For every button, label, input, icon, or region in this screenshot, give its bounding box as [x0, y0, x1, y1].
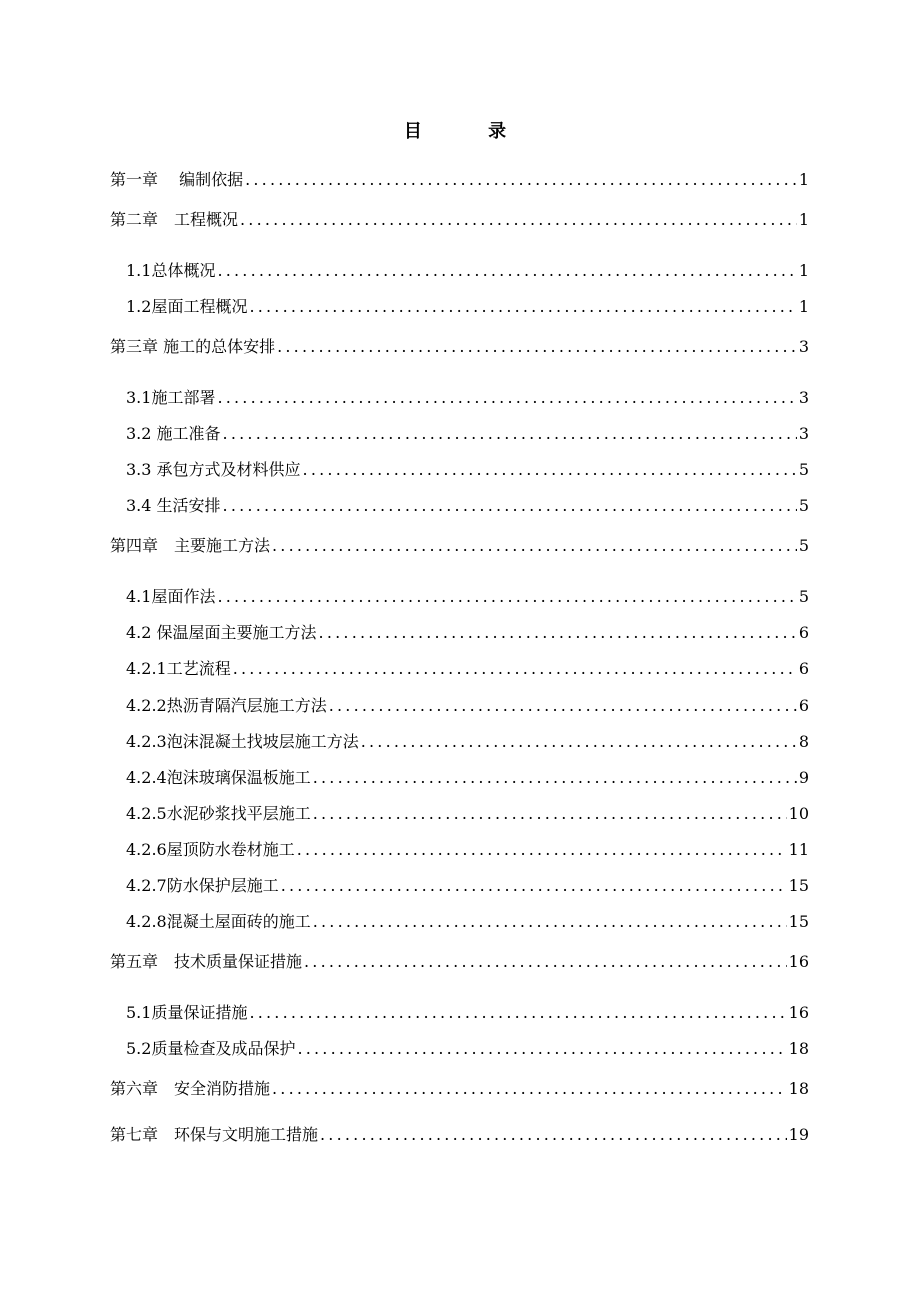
toc-page-number: 6 [798, 696, 809, 715]
toc-entry-label: 第一章 编制依据 [110, 170, 244, 189]
toc-section-entry[interactable] [126, 420, 809, 444]
toc-page-number: 3 [798, 388, 809, 407]
toc-leader-dots [329, 696, 797, 716]
toc-entry-label: 第六章 安全消防措施 [110, 1079, 271, 1098]
toc-entry-label: 4.2.7防水保护层施工 [126, 876, 279, 895]
toc-page-number: 5 [798, 460, 809, 479]
toc-page-number: 5 [798, 496, 809, 515]
toc-entry-label: 第五章 技术质量保证措施 [110, 952, 303, 971]
toc-entry-label: 4.2.1工艺流程 [126, 659, 231, 678]
toc-leader-dots [303, 460, 797, 480]
toc-title: 目 录 [403, 121, 537, 142]
toc-entry-label: 3.4 生活安排 [126, 496, 221, 515]
toc-page-number: 16 [788, 952, 809, 971]
toc-leader-dots [297, 1039, 786, 1059]
toc-page-number: 16 [788, 1003, 809, 1022]
toc-leader-dots [313, 804, 787, 824]
toc-leader-dots [233, 659, 797, 679]
toc-section-entry[interactable] [126, 836, 809, 860]
toc-chapter-entry[interactable] [110, 333, 809, 357]
toc-section-entry[interactable] [126, 456, 809, 480]
toc-chapter-entry[interactable] [110, 166, 809, 190]
toc-leader-dots [217, 388, 796, 408]
toc-entry-label: 5.1质量保证措施 [126, 1003, 248, 1022]
toc-page-number: 1 [798, 170, 809, 189]
toc-entry-label: 4.2.2热沥青隔汽层施工方法 [126, 696, 327, 715]
toc-section-entry[interactable] [126, 872, 809, 896]
toc-page-number: 6 [798, 659, 809, 678]
toc-leader-dots [272, 1079, 787, 1099]
toc-section-entry[interactable] [126, 1035, 809, 1059]
toc-leader-dots [281, 876, 787, 896]
toc-leader-dots [320, 1125, 787, 1145]
toc-section-entry[interactable] [126, 384, 809, 408]
toc-leader-dots [240, 210, 797, 230]
toc-section-entry[interactable] [126, 908, 809, 932]
toc-entry-label: 4.2.8混凝土屋面砖的施工 [126, 912, 311, 931]
toc-section-entry[interactable] [126, 800, 809, 824]
toc-section-entry[interactable] [126, 999, 809, 1023]
toc-chapter-entry[interactable] [110, 532, 809, 556]
toc-chapter-entry[interactable] [110, 1075, 809, 1099]
toc-section-entry[interactable] [126, 492, 809, 516]
toc-page-number: 1 [798, 261, 809, 280]
toc-page-number: 8 [798, 732, 809, 751]
toc-chapter-entry[interactable] [110, 206, 809, 230]
toc-entry-label: 5.2质量检查及成品保护 [126, 1039, 296, 1058]
toc-leader-dots [245, 170, 797, 190]
toc-section-entry[interactable] [126, 619, 809, 643]
toc-page-number: 15 [788, 912, 809, 931]
toc-section-entry[interactable] [126, 293, 809, 317]
toc-entry-label: 1.1总体概况 [126, 261, 216, 280]
toc-page-number: 11 [788, 840, 809, 859]
toc-page-number: 3 [798, 424, 809, 443]
toc-leader-dots [249, 1003, 786, 1023]
toc-section-entry[interactable] [126, 583, 809, 607]
toc-entry-label: 3.2 施工准备 [126, 424, 221, 443]
toc-page-number: 6 [798, 623, 809, 642]
toc-leader-dots [313, 912, 787, 932]
toc-entry-label: 第七章 环保与文明施工措施 [110, 1125, 319, 1144]
toc-leader-dots [217, 587, 796, 607]
toc-entry-label: 1.2屋面工程概况 [126, 297, 248, 316]
toc-entry-label: 第二章 工程概况 [110, 210, 239, 229]
toc-leader-dots [304, 952, 787, 972]
toc-section-entry[interactable] [126, 728, 809, 752]
toc-leader-dots [249, 297, 796, 317]
toc-page-number: 5 [798, 536, 809, 555]
toc-page-number: 5 [798, 587, 809, 606]
toc-page-number: 15 [788, 876, 809, 895]
toc-section-entry[interactable] [126, 764, 809, 788]
toc-leader-dots [217, 261, 796, 281]
toc-leader-dots [272, 536, 797, 556]
toc-entry-label: 4.2.4泡沫玻璃保温板施工 [126, 768, 311, 787]
toc-page-number: 3 [798, 337, 809, 356]
toc-leader-dots [297, 840, 787, 860]
toc-entry-label: 3.3 承包方式及材料供应 [126, 460, 301, 479]
toc-entry-label: 4.2.5水泥砂浆找平层施工 [126, 804, 311, 823]
toc-leader-dots [361, 732, 797, 752]
toc-leader-dots [223, 496, 797, 516]
toc-page-number: 18 [788, 1079, 809, 1098]
toc-entry-label: 第四章 主要施工方法 [110, 536, 271, 555]
toc-page-number: 18 [788, 1039, 809, 1058]
toc-leader-dots [277, 337, 797, 357]
toc-leader-dots [223, 424, 797, 444]
toc-page-number: 10 [788, 804, 809, 823]
toc-entry-label: 第三章 施工的总体安排 [110, 337, 276, 356]
toc-chapter-entry[interactable] [110, 1121, 809, 1145]
toc-entry-label: 3.1施工部署 [126, 388, 216, 407]
toc-entry-label: 4.2 保温屋面主要施工方法 [126, 623, 317, 642]
toc-entry-label: 4.1屋面作法 [126, 587, 216, 606]
toc-entry-label: 4.2.6屋顶防水卷材施工 [126, 840, 295, 859]
toc-entry-label: 4.2.3泡沫混凝土找坡层施工方法 [126, 732, 359, 751]
toc-section-entry[interactable] [126, 257, 809, 281]
toc-leader-dots [319, 623, 797, 643]
toc-section-entry[interactable] [126, 655, 809, 679]
toc-page-number: 9 [798, 768, 809, 787]
toc-page-number: 19 [788, 1125, 809, 1144]
toc-page-number: 1 [798, 210, 809, 229]
toc-leader-dots [313, 768, 797, 788]
toc-section-entry[interactable] [126, 692, 809, 716]
toc-page-number: 1 [798, 297, 809, 316]
toc-chapter-entry[interactable] [110, 948, 809, 972]
